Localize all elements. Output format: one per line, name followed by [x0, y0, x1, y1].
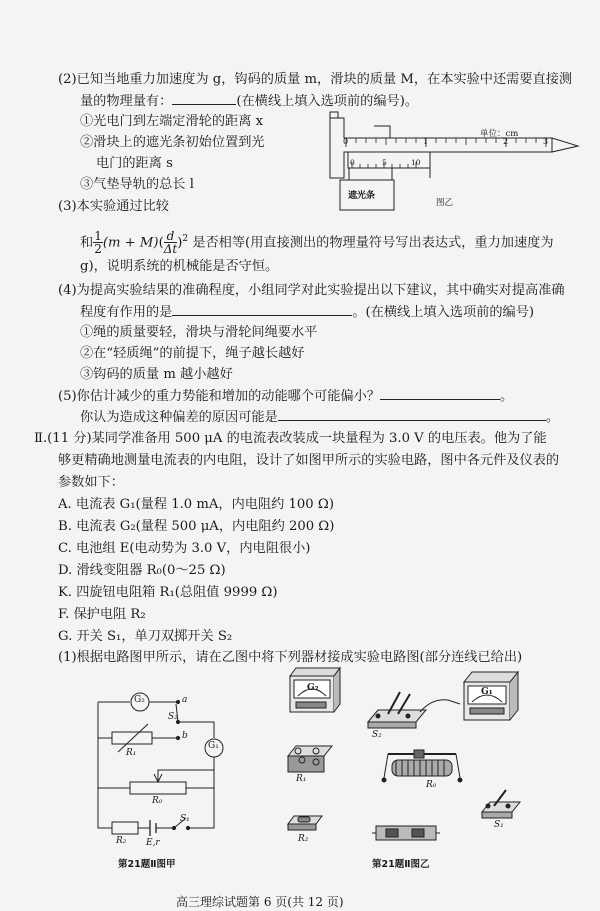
q3-line3: g)，说明系统的机械能是否守恒。: [80, 259, 279, 274]
part2-line3: 参数如下：: [58, 475, 124, 490]
apparatus-r0-rheostat: [382, 750, 462, 782]
apparatus-g2-label: G₂: [307, 683, 319, 693]
q4-line1: (4)为提高实验结果的准确程度，小组同学对此实验提出以下建议，其中确实对提高准确: [58, 283, 565, 298]
circuit-g2-label: G₂: [134, 695, 145, 705]
part2-item-b: B. 电流表 G₂(量程 500 μA，内电阻约 200 Ω): [58, 519, 335, 534]
q2-option-2a: ②滑块上的遮光条初始位置到光: [80, 135, 265, 150]
circuit-r0-label: R₀: [152, 796, 163, 806]
apparatus-r1-label: R₁: [296, 774, 307, 784]
part2-item-a: A. 电流表 G₁(量程 1.0 mA，内电阻约 100 Ω): [58, 497, 334, 512]
q4-line2-suffix: 。(在横线上填入选项前的编号): [352, 305, 535, 320]
circuit-b-label: b: [182, 731, 188, 741]
circuit-s2-label: S₂: [168, 712, 178, 722]
apparatus-battery: [372, 826, 440, 840]
circuit-g1-label: G₁: [208, 741, 219, 751]
caliper-vernier-5: 5: [382, 158, 387, 167]
q2-line2-suffix: (在横线上填入选项前的编号)。: [236, 94, 419, 109]
circuit-r2-label: R₂: [116, 836, 127, 846]
caliper-vernier-0: 0: [350, 158, 355, 167]
q3-line1: (3)本实验通过比较: [58, 199, 169, 214]
part2-line1: Ⅱ.(11 分)某同学准备用 500 μA 的电流表改装成一块量程为 3.0 V 的电压表。他为了能: [34, 431, 547, 446]
caliper-caption: 图乙: [436, 198, 454, 208]
circuit-caption: 第21题Ⅱ图甲: [118, 859, 176, 870]
q5-line1-text: (5)你估计减少的重力势能和增加的动能哪个可能偏小？: [58, 389, 380, 404]
circuit-a-label: a: [182, 695, 188, 705]
q2-option-2b: 电门的距离 s: [96, 156, 173, 171]
speed-fraction: $\frac{d}{\Delta t}$: [163, 229, 178, 257]
q5-line2-text: 你认为造成这种偏差的原因可能是: [80, 410, 278, 425]
q5-end-1: 。: [500, 389, 514, 404]
q4-option-2: ②在“轻质绳”的前提下，绳子越长越好: [80, 346, 305, 361]
part2-item-f: F. 保护电阻 R₂: [58, 607, 146, 622]
caliper-tick-3: 3: [543, 137, 549, 146]
mass-term: (m + M): [102, 235, 159, 251]
apparatus-s2-switch: [368, 692, 460, 728]
caliper-tick-1: 1: [423, 137, 429, 146]
apparatus-caption: 第21题Ⅱ图乙: [372, 859, 430, 870]
apparatus-s2-label: S₂: [372, 730, 382, 740]
q3-line2-suffix: 是否相等(用直接测出的物理量符号写出表达式，重力加速度为: [192, 235, 554, 251]
part2-item-g: G. 开关 S₁，单刀双掷开关 S₂: [58, 629, 233, 644]
apparatus-r1-box: [288, 746, 332, 772]
apparatus-g1-label: G₁: [481, 687, 493, 697]
q3-line2-prefix: 和: [80, 235, 94, 251]
part2-line2: 够更精确地测量电流表的内电阻，设计了如图甲所示的实验电路，图中各元件及仪表的: [58, 453, 560, 468]
apparatus-r0-label: R₀: [426, 780, 437, 790]
part2-sub1: (1)根据电路图甲所示，请在乙图中将下列器材接成实验电路图(部分连线已给出): [58, 650, 523, 665]
part2-item-d: D. 滑线变阻器 R₀(0～25 Ω): [58, 563, 226, 578]
q4-line2-prefix: 程度有作用的是: [80, 305, 173, 320]
circuit-s1-label: S₁: [180, 814, 190, 824]
q4-option-1: ①绳的质量要轻，滑块与滑轮间绳要水平: [80, 325, 318, 340]
q3-line2: 和 $\frac{1}{2}$ (m + M)( $\frac{d}{\Delta t}$ )$^2$ 是否相等(用直接测出的物理量符号写出表达式，重力加速度为: [80, 229, 554, 257]
power: 2: [182, 234, 189, 244]
page-footer: 高三理综试题第 6 页(共 12 页): [176, 895, 344, 909]
circuit-e-label: E,r: [146, 838, 160, 848]
apparatus-r2-label: R₂: [298, 834, 309, 844]
part2-item-k: K. 四旋钮电阻箱 R₁(总阻值 9999 Ω): [58, 585, 278, 600]
circuit-r1-label: R₁: [126, 748, 137, 758]
apparatus-r2-resistor: [288, 816, 322, 830]
q5-end-2: 。: [545, 410, 559, 425]
q2-option-3: ③气垫导轨的总长 l: [80, 177, 194, 192]
q2-line2-prefix: 量的物理量有：: [80, 94, 173, 109]
half-fraction: $\frac{1}{2}$: [94, 229, 102, 257]
caliper-slider-label: 遮光条: [348, 191, 376, 201]
part2-item-c: C. 电池组 E(电动势为 3.0 V，内电阻很小): [58, 541, 311, 556]
q2-option-1: ①光电门到左端定滑轮的距离 x: [80, 114, 264, 129]
caliper-tick-0: 0: [343, 137, 349, 146]
caliper-vernier-10: 10: [411, 158, 421, 167]
caliper-unit: 单位：cm: [480, 129, 519, 139]
q4-option-3: ③钩码的质量 m 越小越好: [80, 367, 233, 382]
caliper-tick-2: 2: [503, 137, 509, 146]
q2-line1: (2)已知当地重力加速度为 g，钩码的质量 m，滑块的质量 M，在本实验中还需要直接测: [58, 72, 573, 87]
apparatus-s1-switch: [482, 790, 520, 818]
apparatus-s1-label: S₁: [494, 820, 504, 830]
